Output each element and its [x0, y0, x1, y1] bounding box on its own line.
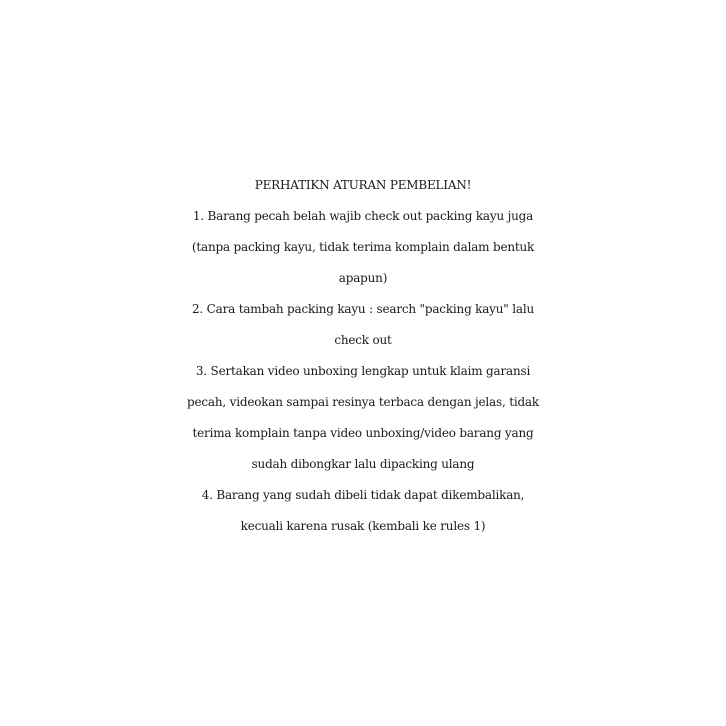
rule-3-line-4: sudah dibongkar lalu dipacking ulang [251, 457, 475, 471]
rule-4-line-1: 4. Barang yang sudah dibeli tidak dapat dikembalikan, [201, 488, 525, 502]
rule-2-line-1: 2. Cara tambah packing kayu : search "packing kayu" lalu [192, 302, 534, 316]
rule-3-line-1: 3. Sertakan video unboxing lengkap untuk klaim garansi [195, 364, 531, 378]
rule-1-line-3: apapun) [338, 271, 388, 285]
rule-1-line-1: 1. Barang pecah belah wajib check out packing kayu juga [192, 209, 534, 223]
rule-3-line-3: terima komplain tanpa video unboxing/video barang yang [192, 426, 534, 440]
rule-2-line-2: check out [334, 333, 392, 347]
rule-4-line-2: kecuali karena rusak (kembali ke rules 1) [240, 519, 486, 533]
notice-title: PERHATIKN ATURAN PEMBELIAN! [254, 178, 472, 192]
purchase-rules-notice [0, 170, 726, 542]
rule-3-line-2: pecah, videokan sampai resinya terbaca dengan jelas, tidak [187, 395, 539, 409]
rule-1-line-2: (tanpa packing kayu, tidak terima komplain dalam bentuk [191, 240, 535, 254]
